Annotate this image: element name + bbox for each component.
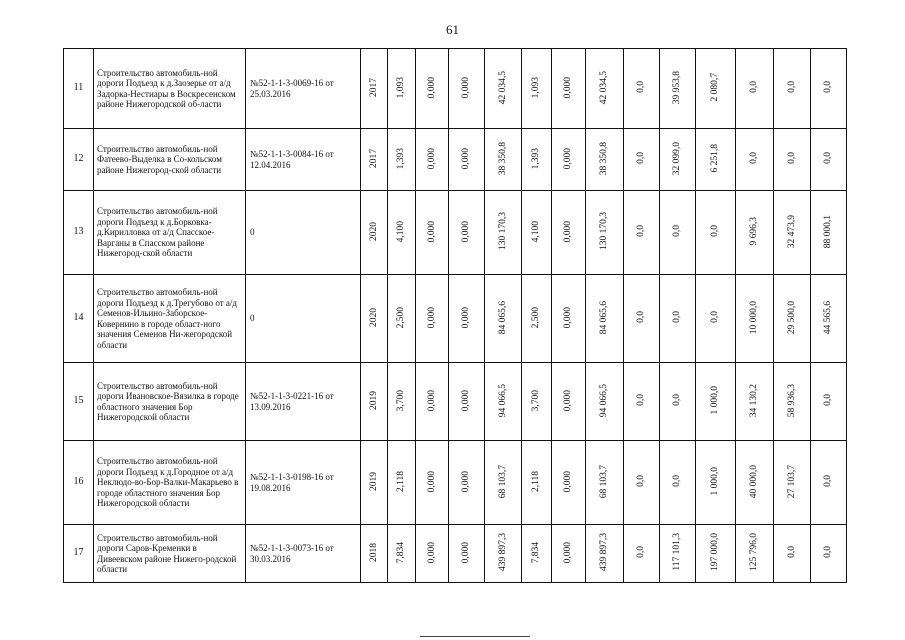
value-cell bbox=[449, 441, 485, 525]
value-text: 0,000 bbox=[563, 147, 574, 169]
value-text: 125 796,0 bbox=[749, 533, 760, 572]
value-cell bbox=[774, 363, 811, 441]
value-text: 0,0 bbox=[823, 475, 834, 488]
value-cell bbox=[774, 441, 811, 525]
value-text: 84 065,6 bbox=[497, 300, 508, 334]
value-text: 94 066,5 bbox=[599, 383, 610, 417]
row-number: 14 bbox=[64, 275, 94, 363]
value-cell bbox=[586, 275, 624, 363]
object-name-cell: Строительство автомобиль-ной дороги Подъезд к д.Трегубово от а/д Семенов-Ильино-Заборское-Ковернино в городе област-ного значения Семенов Ни-жегородской области bbox=[94, 275, 246, 363]
value-text: 1,393 bbox=[396, 147, 407, 169]
value-text: 197 000,0 bbox=[710, 533, 721, 572]
value-cell bbox=[696, 129, 736, 191]
value-cell bbox=[696, 441, 736, 525]
value-text: 0,0 bbox=[636, 311, 647, 324]
value-text: 2,118 bbox=[396, 470, 407, 492]
value-text: 0,0 bbox=[636, 546, 647, 559]
table-row bbox=[64, 49, 847, 129]
row-number: 15 bbox=[64, 363, 94, 441]
value-text: 29 500,0 bbox=[786, 300, 797, 334]
value-text: 2017 bbox=[368, 148, 379, 168]
value-cell bbox=[586, 363, 624, 441]
value-text: 4,100 bbox=[531, 220, 542, 242]
value-cell bbox=[660, 191, 696, 275]
value-text: 0,000 bbox=[461, 76, 472, 98]
value-text: 0,000 bbox=[426, 306, 437, 328]
value-cell bbox=[811, 525, 847, 583]
value-cell bbox=[449, 49, 485, 129]
value-cell bbox=[811, 191, 847, 275]
value-text: 38 350,8 bbox=[599, 141, 610, 175]
value-text: 0,000 bbox=[461, 306, 472, 328]
object-name-cell: Строительство автомобиль-ной дороги Саров-Кременки в Дивеевском районе Нижего-родской области bbox=[94, 525, 246, 583]
value-text: 94 066,5 bbox=[497, 383, 508, 417]
value-cell bbox=[624, 49, 660, 129]
value-cell bbox=[388, 441, 416, 525]
value-cell bbox=[624, 191, 660, 275]
value-cell bbox=[485, 191, 522, 275]
value-cell bbox=[388, 525, 416, 583]
value-cell bbox=[522, 525, 552, 583]
value-text: 40 000,0 bbox=[749, 464, 760, 498]
page-number: 61 bbox=[446, 22, 459, 37]
value-cell bbox=[624, 129, 660, 191]
value-text: 27 103,7 bbox=[786, 464, 797, 498]
value-text: 0,000 bbox=[563, 389, 574, 411]
value-cell bbox=[552, 129, 586, 191]
value-cell bbox=[449, 129, 485, 191]
value-cell bbox=[660, 525, 696, 583]
value-text: 0,0 bbox=[786, 81, 797, 94]
value-cell bbox=[811, 363, 847, 441]
row-number: 12 bbox=[64, 129, 94, 191]
value-text: 32 099,0 bbox=[672, 141, 683, 175]
value-text: 0,0 bbox=[710, 225, 721, 238]
value-cell bbox=[485, 441, 522, 525]
value-cell bbox=[624, 275, 660, 363]
value-text: 4,100 bbox=[396, 220, 407, 242]
value-text: 42 034,5 bbox=[497, 70, 508, 104]
value-text: 0,000 bbox=[426, 389, 437, 411]
value-text: 0,000 bbox=[563, 76, 574, 98]
value-text: 0,0 bbox=[823, 394, 834, 407]
value-text: 0,000 bbox=[563, 541, 574, 563]
value-cell bbox=[416, 441, 449, 525]
object-name-cell: Строительство автомобиль-ной дороги Подъезд к д.Городное от а/д Неклюдо-во-Бор-Валки-Макарьево в городе областного значения Бор Нижегородской области bbox=[94, 441, 246, 525]
value-cell bbox=[624, 441, 660, 525]
value-cell bbox=[388, 129, 416, 191]
value-text: 0,0 bbox=[749, 81, 760, 94]
value-text: 39 953,8 bbox=[672, 70, 683, 104]
page-bottom-line bbox=[420, 636, 530, 637]
value-text: 7,834 bbox=[531, 541, 542, 563]
value-cell bbox=[586, 129, 624, 191]
row-number: 16 bbox=[64, 441, 94, 525]
value-cell bbox=[696, 525, 736, 583]
value-text: 0,0 bbox=[823, 152, 834, 165]
value-text: 439 897,3 bbox=[497, 533, 508, 572]
value-text: 0,000 bbox=[461, 541, 472, 563]
value-text: 0,000 bbox=[563, 306, 574, 328]
table-row bbox=[64, 275, 847, 363]
value-cell bbox=[522, 441, 552, 525]
value-text: 38 350,8 bbox=[497, 141, 508, 175]
value-cell bbox=[811, 275, 847, 363]
permit-cell: 0 bbox=[246, 275, 361, 363]
value-cell bbox=[449, 363, 485, 441]
value-cell bbox=[552, 363, 586, 441]
value-cell bbox=[388, 191, 416, 275]
value-cell bbox=[586, 49, 624, 129]
value-cell bbox=[774, 49, 811, 129]
value-text: 6 251,8 bbox=[710, 144, 721, 173]
value-cell bbox=[416, 275, 449, 363]
value-cell bbox=[485, 129, 522, 191]
value-text: 0,000 bbox=[426, 220, 437, 242]
value-text: 68 103,7 bbox=[599, 464, 610, 498]
value-cell bbox=[774, 129, 811, 191]
table-row bbox=[64, 525, 847, 583]
value-cell bbox=[811, 49, 847, 129]
value-text: 0,000 bbox=[563, 470, 574, 492]
value-cell bbox=[811, 441, 847, 525]
table-row bbox=[64, 191, 847, 275]
value-text: 2,500 bbox=[531, 306, 542, 328]
value-cell bbox=[522, 129, 552, 191]
value-text: 0,0 bbox=[636, 81, 647, 94]
value-text: 0,0 bbox=[636, 394, 647, 407]
value-text: 44 565,6 bbox=[823, 300, 834, 334]
value-text: 0,000 bbox=[461, 220, 472, 242]
value-text: 32 473,9 bbox=[786, 214, 797, 248]
row-number: 11 bbox=[64, 49, 94, 129]
value-cell bbox=[774, 525, 811, 583]
object-name-cell: Строительство автомобиль-ной дороги Ивановское-Вязилка в городе областного значения Бор Нижегородской области bbox=[94, 363, 246, 441]
value-cell bbox=[361, 275, 388, 363]
value-cell bbox=[485, 363, 522, 441]
permit-cell: №52-1-1-3-0084-16 от 12.04.2016 bbox=[246, 129, 361, 191]
value-text: 0,000 bbox=[426, 147, 437, 169]
permit-cell: №52-1-1-3-0069-16 от 25.03.2016 bbox=[246, 49, 361, 129]
value-cell bbox=[416, 129, 449, 191]
table-row bbox=[64, 129, 847, 191]
value-text: 1,393 bbox=[531, 147, 542, 169]
value-text: 0,0 bbox=[672, 311, 683, 324]
value-text: 0,0 bbox=[749, 152, 760, 165]
value-text: 0,0 bbox=[672, 394, 683, 407]
value-cell bbox=[624, 525, 660, 583]
value-cell bbox=[552, 49, 586, 129]
value-text: 0,0 bbox=[710, 311, 721, 324]
value-cell bbox=[388, 363, 416, 441]
value-cell bbox=[660, 49, 696, 129]
value-cell bbox=[449, 191, 485, 275]
value-cell bbox=[774, 275, 811, 363]
value-text: 0,0 bbox=[823, 546, 834, 559]
value-text: 0,000 bbox=[426, 470, 437, 492]
value-text: 439 897,3 bbox=[599, 533, 610, 572]
value-cell bbox=[552, 441, 586, 525]
value-cell bbox=[736, 49, 774, 129]
table-row bbox=[64, 441, 847, 525]
value-cell bbox=[361, 129, 388, 191]
permit-cell: 0 bbox=[246, 191, 361, 275]
value-cell bbox=[696, 191, 736, 275]
value-cell bbox=[696, 49, 736, 129]
value-text: 68 103,7 bbox=[497, 464, 508, 498]
value-text: 1,093 bbox=[396, 76, 407, 98]
value-cell bbox=[624, 363, 660, 441]
value-cell bbox=[485, 525, 522, 583]
value-text: 2020 bbox=[368, 307, 379, 327]
value-text: 2019 bbox=[368, 471, 379, 491]
value-text: 0,0 bbox=[672, 475, 683, 488]
value-text: 1 000,0 bbox=[710, 467, 721, 496]
value-cell bbox=[736, 275, 774, 363]
value-cell bbox=[361, 441, 388, 525]
roads-table bbox=[63, 48, 847, 583]
value-text: 117 101,3 bbox=[672, 533, 683, 572]
value-cell bbox=[361, 49, 388, 129]
object-name-cell: Строительство автомобиль-ной Фатеево-Выделка в Со-кольском районе Нижегород-ской области bbox=[94, 129, 246, 191]
value-text: 0,000 bbox=[461, 470, 472, 492]
row-number: 13 bbox=[64, 191, 94, 275]
value-text: 3,700 bbox=[396, 389, 407, 411]
value-cell bbox=[416, 49, 449, 129]
value-text: 0,0 bbox=[672, 225, 683, 238]
value-cell bbox=[586, 525, 624, 583]
value-cell bbox=[522, 191, 552, 275]
value-cell bbox=[361, 191, 388, 275]
value-text: 0,000 bbox=[461, 147, 472, 169]
permit-cell: №52-1-1-3-0221-16 от 13.09.2016 bbox=[246, 363, 361, 441]
value-cell bbox=[388, 49, 416, 129]
value-text: 2,118 bbox=[531, 470, 542, 492]
value-text: 2018 bbox=[368, 542, 379, 562]
value-cell bbox=[361, 525, 388, 583]
value-text: 84 065,6 bbox=[599, 300, 610, 334]
value-cell bbox=[586, 441, 624, 525]
value-text: 130 170,3 bbox=[497, 212, 508, 251]
value-cell bbox=[736, 363, 774, 441]
value-cell bbox=[811, 129, 847, 191]
object-name-cell: Строительство автомобиль-ной дороги Подъезд к д.Заозерье от а/д Задорка-Нестиары в Воскресенском районе Нижегородской об-ласти bbox=[94, 49, 246, 129]
value-cell bbox=[736, 525, 774, 583]
value-text: 130 170,3 bbox=[599, 212, 610, 251]
value-text: 0,0 bbox=[636, 152, 647, 165]
value-text: 2020 bbox=[368, 221, 379, 241]
value-text: 0,0 bbox=[636, 475, 647, 488]
value-cell bbox=[449, 275, 485, 363]
value-cell bbox=[696, 363, 736, 441]
value-cell bbox=[736, 441, 774, 525]
value-text: 9 696,3 bbox=[749, 217, 760, 246]
value-cell bbox=[552, 191, 586, 275]
permit-cell: №52-1-1-3-0073-16 от 30.03.2016 bbox=[246, 525, 361, 583]
value-text: 10 000,0 bbox=[749, 300, 760, 334]
value-text: 3,700 bbox=[531, 389, 542, 411]
value-cell bbox=[660, 129, 696, 191]
value-cell bbox=[660, 441, 696, 525]
value-text: 2017 bbox=[368, 77, 379, 97]
value-cell bbox=[586, 191, 624, 275]
value-cell bbox=[416, 525, 449, 583]
value-text: 0,000 bbox=[563, 220, 574, 242]
value-cell bbox=[416, 191, 449, 275]
value-text: 0,000 bbox=[426, 76, 437, 98]
value-text: 1 000,0 bbox=[710, 386, 721, 415]
value-text: 2,500 bbox=[396, 306, 407, 328]
value-text: 0,000 bbox=[461, 389, 472, 411]
table-row bbox=[64, 363, 847, 441]
value-cell bbox=[361, 363, 388, 441]
value-cell bbox=[522, 275, 552, 363]
value-cell bbox=[388, 275, 416, 363]
value-cell bbox=[552, 275, 586, 363]
value-cell bbox=[736, 191, 774, 275]
value-text: 2019 bbox=[368, 390, 379, 410]
value-text: 88 000,1 bbox=[823, 214, 834, 248]
value-cell bbox=[449, 525, 485, 583]
value-text: 34 130,2 bbox=[749, 383, 760, 417]
value-cell bbox=[416, 363, 449, 441]
value-cell bbox=[522, 363, 552, 441]
value-text: 7,834 bbox=[396, 541, 407, 563]
value-cell bbox=[552, 525, 586, 583]
value-text: 0,0 bbox=[786, 546, 797, 559]
value-cell bbox=[660, 363, 696, 441]
value-text: 58 936,3 bbox=[786, 383, 797, 417]
value-text: 0,000 bbox=[426, 541, 437, 563]
value-cell bbox=[660, 275, 696, 363]
value-cell bbox=[736, 129, 774, 191]
value-cell bbox=[774, 191, 811, 275]
value-text: 0,0 bbox=[823, 81, 834, 94]
value-text: 42 034,5 bbox=[599, 70, 610, 104]
value-text: 1,093 bbox=[531, 76, 542, 98]
permit-cell: №52-1-1-3-0198-16 от 19.08.2016 bbox=[246, 441, 361, 525]
value-cell bbox=[696, 275, 736, 363]
object-name-cell: Строительство автомобиль-ной дороги Подъезд к д.Борковка-д.Кирилловка от а/д Спасское-Варганы в Спасском районе Нижегород-ской области bbox=[94, 191, 246, 275]
value-text: 2 080,7 bbox=[710, 73, 721, 102]
value-cell bbox=[485, 275, 522, 363]
value-text: 0,0 bbox=[786, 152, 797, 165]
row-number: 17 bbox=[64, 525, 94, 583]
value-cell bbox=[522, 49, 552, 129]
value-text: 0,0 bbox=[636, 225, 647, 238]
value-cell bbox=[485, 49, 522, 129]
